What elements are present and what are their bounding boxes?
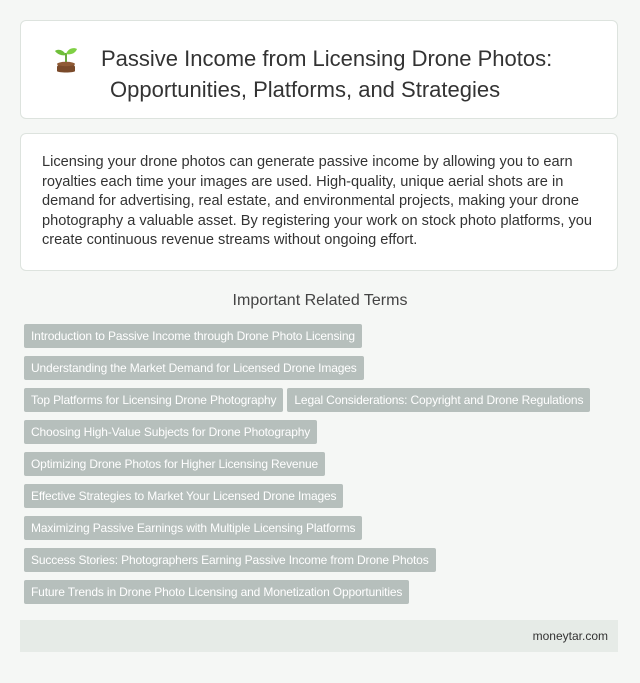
footer-credit-link[interactable]: moneytar.com [532, 629, 608, 643]
related-term-tag[interactable]: Maximizing Passive Earnings with Multiple Licensing Platforms [24, 516, 362, 540]
related-term-tag[interactable]: Optimizing Drone Photos for Higher Licensing Revenue [24, 452, 325, 476]
tag-row [24, 516, 620, 540]
page-title [51, 43, 596, 105]
tag-row [24, 356, 620, 380]
intro-card [20, 133, 618, 271]
related-term-tag[interactable]: Choosing High-Value Subjects for Drone Photography [24, 420, 317, 444]
related-term-tag[interactable]: Legal Considerations: Copyright and Drone Regulations [287, 388, 590, 412]
tag-row [24, 452, 620, 476]
related-term-tag[interactable]: Future Trends in Drone Photo Licensing and Monetization Opportunities [24, 580, 409, 604]
related-term-tag[interactable]: Success Stories: Photographers Earning Passive Income from Drone Photos [24, 548, 436, 572]
footer [20, 620, 618, 652]
title-card [20, 20, 618, 119]
tag-row [24, 484, 620, 508]
related-term-tag[interactable]: Top Platforms for Licensing Drone Photography [24, 388, 283, 412]
related-terms-list [24, 324, 620, 612]
intro-text: Licensing your drone photos can generate passive income by allowing you to earn royalties each time your images are used. High-quality, unique aerial shots are in demand for advertising, real estate, and environmental projects, making your drone photography a valuable asset. By registering your work on stock photo platforms, you create continuous revenue streams without ongoing effort. [42, 154, 592, 248]
title-wrap [51, 43, 596, 105]
tag-row [24, 420, 620, 444]
page-title-line2: Opportunities, Platforms, and Strategies [110, 77, 501, 102]
related-term-tag[interactable]: Understanding the Market Demand for Licensed Drone Images [24, 356, 364, 380]
tag-row [24, 580, 620, 604]
tag-row [24, 388, 620, 412]
page-title-line1: Passive Income from Licensing Drone Photos: [101, 46, 553, 71]
terms-heading: Important Related Terms [232, 292, 408, 309]
tag-row [24, 324, 620, 348]
tag-row [24, 548, 620, 572]
related-term-tag[interactable]: Effective Strategies to Market Your Licensed Drone Images [24, 484, 343, 508]
related-term-tag[interactable]: Introduction to Passive Income through Drone Photo Licensing [24, 324, 362, 348]
sprout-icon [54, 45, 78, 75]
